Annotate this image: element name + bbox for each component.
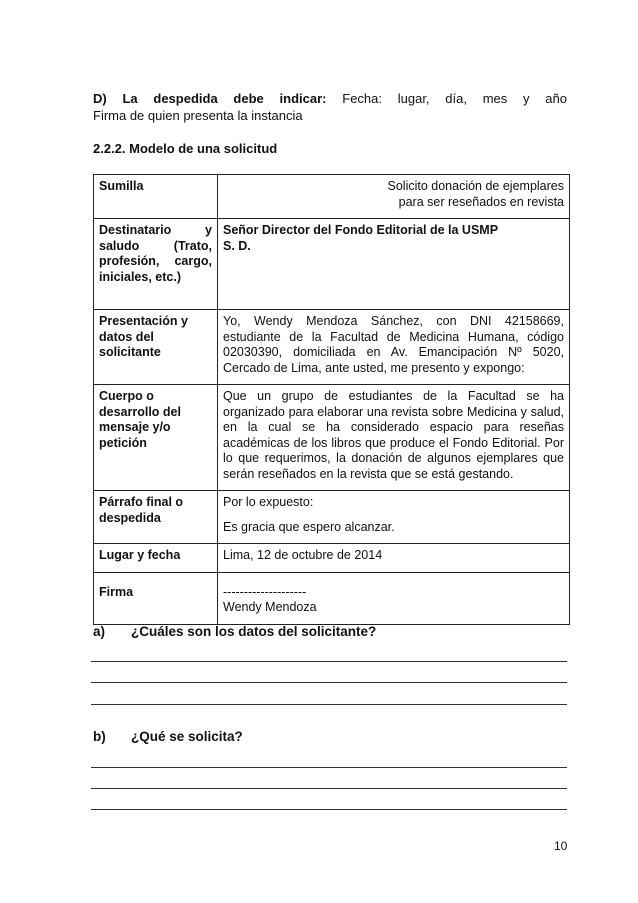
intro-rest: Fecha: lugar, día, mes y año: [342, 91, 567, 106]
intro-label: D) La despedida debe indicar:: [93, 91, 327, 106]
parrafo-final-value: [218, 491, 570, 544]
intro-line-1: [93, 90, 567, 107]
intro-paragraph: [93, 90, 567, 124]
answer-line[interactable]: [91, 661, 567, 662]
answer-line[interactable]: [91, 788, 567, 789]
row-lugar-fecha: [94, 544, 570, 573]
sumilla-value: [218, 175, 570, 219]
question-b-letter: b): [93, 729, 106, 744]
firma-label: Firma: [94, 572, 218, 624]
cuerpo-label: Cuerpo o desarrollo del mensaje y/o petición: [94, 385, 218, 491]
row-sumilla: [94, 175, 570, 219]
question-b-text: ¿Qué se solicita?: [131, 729, 243, 744]
parrafo-final-line1: Por lo expuesto:: [223, 495, 314, 509]
row-firma: [94, 572, 570, 624]
answer-line[interactable]: [91, 767, 567, 768]
row-cuerpo: [94, 385, 570, 491]
cuerpo-value: Que un grupo de estudiantes de la Facultad se ha organizado para elaborar una revista sobre Medicina y salud, en la cual se ha considerado espacio para reseñas académicas de los libros que produce el Fondo Editorial. Por lo que requerimos, la donación de algunos ejemplares que serán reseñados en la revista que se está gestando.: [218, 385, 570, 491]
answer-line[interactable]: [91, 704, 567, 705]
sumilla-value-line1: Solicito donación de ejemplares: [387, 179, 564, 193]
intro-line-2: Firma de quien presenta la instancia: [93, 108, 303, 123]
sumilla-value-line2: para ser reseñados en revista: [398, 194, 564, 209]
row-destinatario: [94, 219, 570, 310]
presentacion-value: Yo, Wendy Mendoza Sánchez, con DNI 42158669, estudiante de la Facultad de Medicina Humana, código 02030390, domiciliada en Av. Emancipación Nº 5020, Cercado de Lima, ante usted, me presento y expongo:: [218, 310, 570, 385]
parrafo-final-label: Párrafo final o despedida: [94, 491, 218, 544]
presentacion-label: Presentación y datos del solicitante: [94, 310, 218, 385]
firma-name: Wendy Mendoza: [223, 600, 317, 614]
section-heading: 2.2.2. Modelo de una solicitud: [93, 141, 278, 156]
lugar-fecha-label: Lugar y fecha: [94, 544, 218, 573]
destinatario-label: Destinatario y saludo (Trato, profesión, cargo, iniciales, etc.): [94, 219, 218, 310]
answer-line[interactable]: [91, 809, 567, 810]
sumilla-label: Sumilla: [94, 175, 218, 219]
answer-line[interactable]: [91, 682, 567, 683]
firma-value: [218, 572, 570, 624]
lugar-fecha-value: Lima, 12 de octubre de 2014: [218, 544, 570, 573]
question-a-text: ¿Cuáles son los datos del solicitante?: [131, 624, 377, 639]
question-b: [93, 729, 243, 744]
destinatario-value-line1: Señor Director del Fondo Editorial de la USMP: [223, 223, 499, 237]
solicitud-table: [93, 174, 570, 625]
page-number: 10: [554, 839, 568, 853]
row-presentacion: [94, 310, 570, 385]
parrafo-final-line2: Es gracia que espero alcanzar.: [223, 519, 395, 534]
question-a: [93, 624, 376, 639]
destinatario-value: [218, 219, 570, 310]
destinatario-value-line2: S. D.: [223, 238, 251, 253]
firma-line: --------------------: [223, 584, 307, 599]
question-a-letter: a): [93, 624, 106, 639]
row-parrafo-final: [94, 491, 570, 544]
